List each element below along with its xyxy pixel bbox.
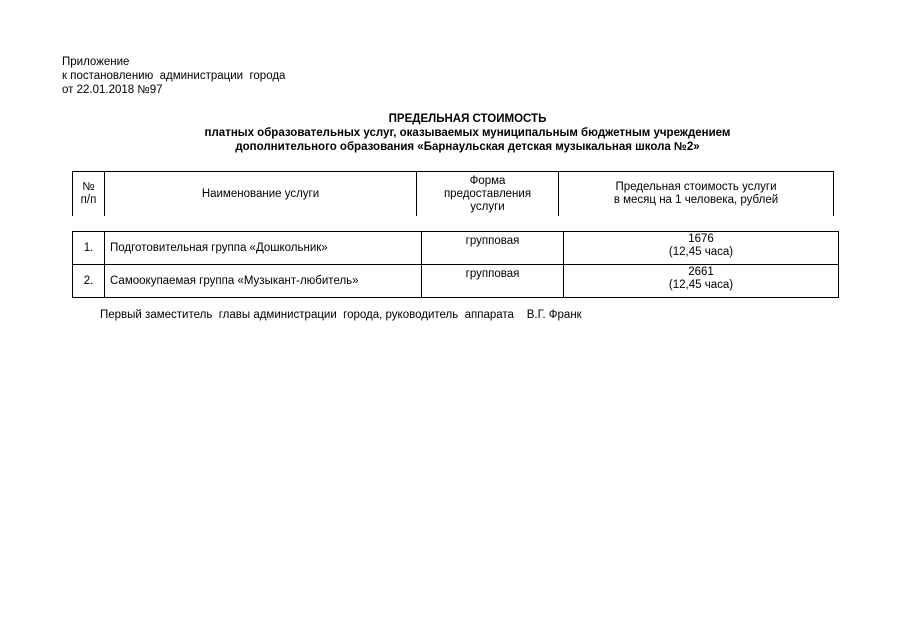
header-row: [73, 172, 834, 217]
header-form: [417, 172, 559, 217]
header-number-line1: №: [82, 181, 95, 193]
row-price: 2661: [688, 266, 714, 278]
appendix-resolution: к постановлению администрации города: [62, 70, 286, 82]
header-number: [73, 172, 105, 217]
header-service-name: Наименование услуги: [105, 172, 417, 217]
row-service-name: Подготовительная группа «Дошкольник»: [105, 232, 422, 265]
appendix-date: от 22.01.2018 №97: [62, 84, 163, 96]
header-form-line2: предоставления: [443, 187, 532, 200]
document-title: [0, 112, 905, 154]
title-subtitle-line2: дополнительного образования «Барнаульская детская музыкальная школа №2»: [235, 141, 700, 153]
row-number: 2.: [73, 265, 105, 298]
row-form: групповая: [422, 265, 564, 298]
table-header: [72, 171, 834, 216]
appendix-header: [62, 55, 285, 97]
header-number-line2: п/п: [80, 194, 97, 206]
table-row: [73, 265, 839, 298]
services-table: [72, 231, 839, 298]
row-hours: (12,45 часа): [668, 279, 734, 291]
header-form-line3: услуги: [470, 200, 505, 213]
signature-line: Первый заместитель главы администрации города, руководитель аппарата В.Г. Франк: [100, 309, 582, 321]
header-price-line2: в месяц на 1 человека, рублей: [613, 194, 779, 206]
header-price-line1: Предельная стоимость услуги: [615, 181, 777, 193]
appendix-title: Приложение: [62, 56, 130, 68]
header-form-line1: Форма: [469, 174, 506, 187]
row-service-name: Самоокупаемая группа «Музыкант-любитель»: [105, 265, 422, 298]
row-hours: (12,45 часа): [668, 246, 734, 258]
table-row: [73, 232, 839, 265]
row-price-cell: [564, 265, 839, 298]
row-number: 1.: [73, 232, 105, 265]
header-price: [559, 172, 834, 217]
title-subtitle-line1: платных образовательных услуг, оказываемых муниципальным бюджетным учреждением: [204, 127, 731, 139]
row-price: 1676: [688, 233, 714, 245]
row-form: групповая: [422, 232, 564, 265]
title-main: ПРЕДЕЛЬНАЯ СТОИМОСТЬ: [388, 113, 547, 125]
row-price-cell: [564, 232, 839, 265]
